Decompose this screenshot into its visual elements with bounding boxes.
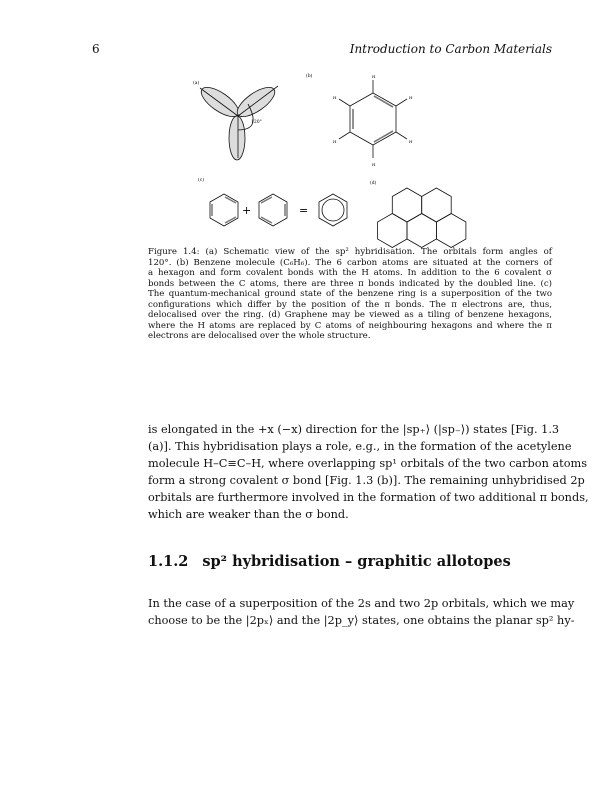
panel-label-c: (c) xyxy=(198,178,205,183)
benzene-resonance xyxy=(210,194,347,226)
svg-text:H: H xyxy=(409,95,413,100)
svg-text:H: H xyxy=(409,139,413,144)
panel-label-d: (d) xyxy=(370,181,377,186)
caption-line: delocalised over the ring. (d) Graphene may be viewed as a tiling of benzene hexagons, xyxy=(148,310,552,320)
plus-sign: + xyxy=(242,204,252,217)
svg-text:H: H xyxy=(372,162,376,167)
text-line: orbitals are furthermore involved in the formation of two additional π bonds, xyxy=(148,491,589,504)
graphene-hexagon xyxy=(422,188,452,222)
panel-label-b: (b) xyxy=(306,74,313,79)
caption-line: The quantum-mechanical ground state of the benzene ring is a superposition of the two xyxy=(148,289,552,299)
section-number: 1.1.2 xyxy=(148,553,189,570)
caption-line: where the H atoms are replaced by C atoms of neighbouring hexagons and where the π xyxy=(148,320,552,331)
body-paragraph xyxy=(148,421,589,523)
caption-line: bonds between the C atoms, there are three π bonds indicated by the doubled line. (c) xyxy=(148,278,552,289)
running-title: Introduction to Carbon Materials xyxy=(349,42,552,56)
text-line: is elongated in the +x (−x) direction for the |sp₊⟩ (|sp₋⟩) states [Fig. 1.3 xyxy=(148,423,560,436)
sp2-orbitals-diagram xyxy=(197,82,279,160)
angle-label: 120° xyxy=(251,120,262,125)
figure-caption xyxy=(148,247,552,342)
text-line: In the case of a superposition of the 2s and two 2p orbitals, which we may xyxy=(148,597,575,610)
text-line: (a)]. This hybridisation plays a role, e.g., in the formation of the acetylene xyxy=(148,440,572,453)
panel-label-a: (a) xyxy=(193,81,200,86)
caption-line: 120°. (b) Benzene molecule (C₆H₆). The 6 carbon atoms are situated at the corners of xyxy=(148,257,552,268)
text-line: choose to be the |2pₓ⟩ and the |2p_y⟩ states, one obtains the planar sp² hy- xyxy=(148,614,575,627)
body-paragraph xyxy=(148,595,575,629)
graphene-hexagon xyxy=(436,214,466,248)
svg-text:H: H xyxy=(333,139,337,144)
svg-text:H: H xyxy=(372,74,376,79)
equals-sign: = xyxy=(299,204,309,217)
svg-text:H: H xyxy=(333,95,337,100)
caption-line: a hexagon and form covalent bonds with the H atoms. In addition to the 6 covalent σ xyxy=(148,268,552,278)
caption-line: Figure 1.4: (a) Schematic view of the sp² hybridisation. The orbitals form angles of xyxy=(148,247,552,257)
section-title: sp² hybridisation – graphitic allotopes xyxy=(202,553,511,570)
text-line: molecule H–C≡C–H, where overlapping sp¹ orbitals of the two carbon atoms xyxy=(148,457,588,470)
caption-line: configurations which differ by the position of the π bonds. The π electrons are, thus, xyxy=(148,299,552,310)
graphene-hexagon xyxy=(407,214,436,248)
text-line: form a strong covalent σ bond [Fig. 1.3 (b)]. The remaining unhybridised 2p xyxy=(148,474,585,487)
benzene-molecule xyxy=(339,80,407,158)
graphene-tiling xyxy=(378,188,466,248)
section-heading xyxy=(148,553,511,570)
text-line: which are weaker than the σ bond. xyxy=(148,508,349,521)
graphene-hexagon xyxy=(392,188,421,222)
figure-1-4 xyxy=(0,0,612,260)
page-number: 6 xyxy=(92,42,100,56)
caption-line: electrons are delocalised over the whole structure. xyxy=(148,331,371,341)
graphene-hexagon xyxy=(378,214,407,248)
